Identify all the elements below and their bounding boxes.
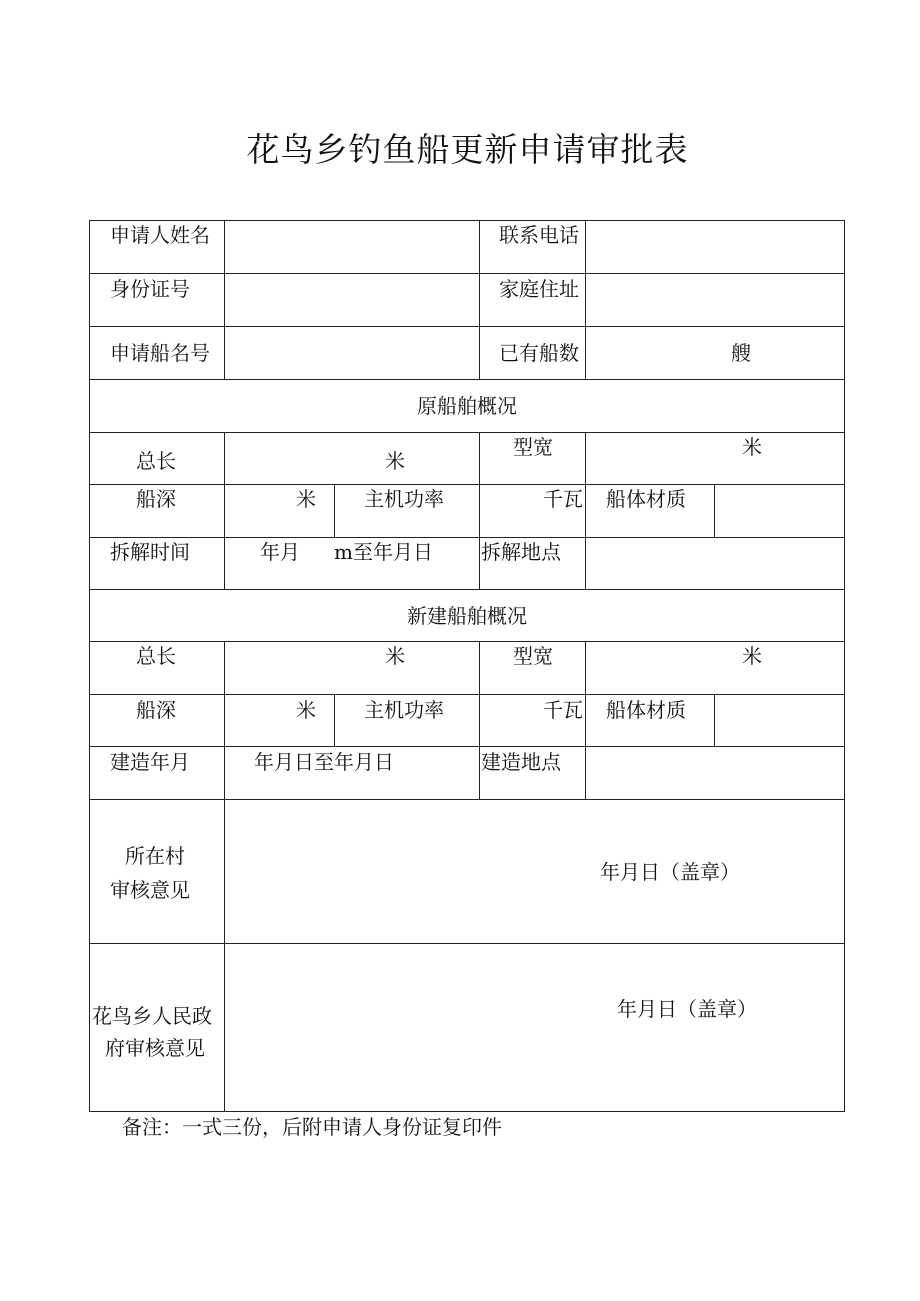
original-depth-unit: 米	[296, 487, 316, 511]
footnote: 备注：一式三份，后附申请人身份证复印件	[122, 1115, 502, 1139]
table-border-bottom	[89, 1111, 845, 1112]
new-material-label: 船体材质	[606, 698, 686, 722]
original-boat-section-title: 原船舶概况	[417, 394, 517, 418]
build-date-value: 年月日至年月日	[254, 750, 394, 774]
column-divider	[224, 641, 225, 1112]
row-divider	[89, 799, 845, 800]
column-divider	[334, 484, 335, 537]
new-boat-section-title: 新建船舶概况	[407, 604, 527, 628]
row-divider	[89, 273, 845, 274]
applicant-name-field[interactable]	[226, 222, 478, 272]
table-border-top	[89, 220, 845, 221]
village-review-date: 年月日（盖章）	[600, 860, 740, 884]
village-review-label-line2: 审核意见	[110, 878, 190, 902]
column-divider	[224, 432, 225, 590]
original-width-unit: 米	[742, 435, 762, 459]
original-length-label: 总长	[136, 449, 176, 473]
row-divider	[89, 641, 845, 642]
column-divider	[479, 220, 480, 380]
row-divider	[89, 379, 845, 380]
row-divider	[89, 943, 845, 944]
owned-count-unit: 艘	[731, 341, 751, 365]
home-address-field[interactable]	[587, 275, 843, 325]
column-divider	[714, 694, 715, 746]
column-divider	[585, 432, 586, 590]
new-power-label: 主机功率	[364, 698, 444, 722]
owned-count-label: 已有船数	[499, 341, 579, 365]
original-material-label: 船体材质	[606, 487, 686, 511]
column-divider	[714, 484, 715, 537]
original-depth-label: 船深	[136, 487, 176, 511]
new-length-unit: 米	[385, 644, 405, 668]
row-divider	[89, 326, 845, 327]
township-review-label-line1: 花鸟乡人民政	[92, 1004, 212, 1028]
column-divider	[585, 641, 586, 800]
id-number-label: 身份证号	[110, 277, 190, 301]
column-divider	[334, 694, 335, 746]
original-length-unit: 米	[385, 449, 405, 473]
original-power-unit: 千瓦	[543, 487, 583, 511]
boat-name-field[interactable]	[226, 328, 478, 378]
row-divider	[89, 694, 845, 695]
new-length-label: 总长	[136, 644, 176, 668]
form-title: 花鸟乡钓鱼船更新申请审批表	[246, 130, 689, 169]
new-width-label: 型宽	[513, 644, 553, 668]
village-review-label-line1: 所在村	[125, 844, 185, 868]
row-divider	[89, 432, 845, 433]
township-review-date: 年月日（盖章）	[617, 997, 757, 1021]
column-divider	[479, 432, 480, 590]
applicant-name-label: 申请人姓名	[110, 223, 210, 247]
boat-name-label: 申请船名号	[110, 341, 210, 365]
id-number-field[interactable]	[226, 275, 478, 325]
phone-label: 联系电话	[499, 223, 579, 247]
build-place-label: 建造地点	[481, 750, 561, 774]
row-divider	[89, 537, 845, 538]
table-border-left	[89, 220, 90, 1112]
new-depth-unit: 米	[296, 698, 316, 722]
table-border-right	[844, 220, 845, 1112]
dismantle-time-label: 拆解时间	[110, 540, 190, 564]
dismantle-time-value-a: 年月	[260, 540, 300, 564]
row-divider	[89, 484, 845, 485]
phone-field[interactable]	[587, 222, 843, 272]
row-divider	[89, 589, 845, 590]
township-review-label-line2: 府审核意见	[105, 1036, 205, 1060]
new-width-unit: 米	[742, 644, 762, 668]
new-power-unit: 千瓦	[543, 698, 583, 722]
original-power-label: 主机功率	[364, 487, 444, 511]
row-divider	[89, 746, 845, 747]
build-date-label: 建造年月	[110, 750, 190, 774]
column-divider	[224, 220, 225, 380]
dismantle-place-label: 拆解地点	[481, 540, 561, 564]
home-address-label: 家庭住址	[499, 277, 579, 301]
original-width-label: 型宽	[513, 435, 553, 459]
column-divider	[479, 641, 480, 800]
dismantle-time-value-b: m至年月日	[334, 540, 433, 564]
column-divider	[585, 220, 586, 380]
new-depth-label: 船深	[136, 698, 176, 722]
